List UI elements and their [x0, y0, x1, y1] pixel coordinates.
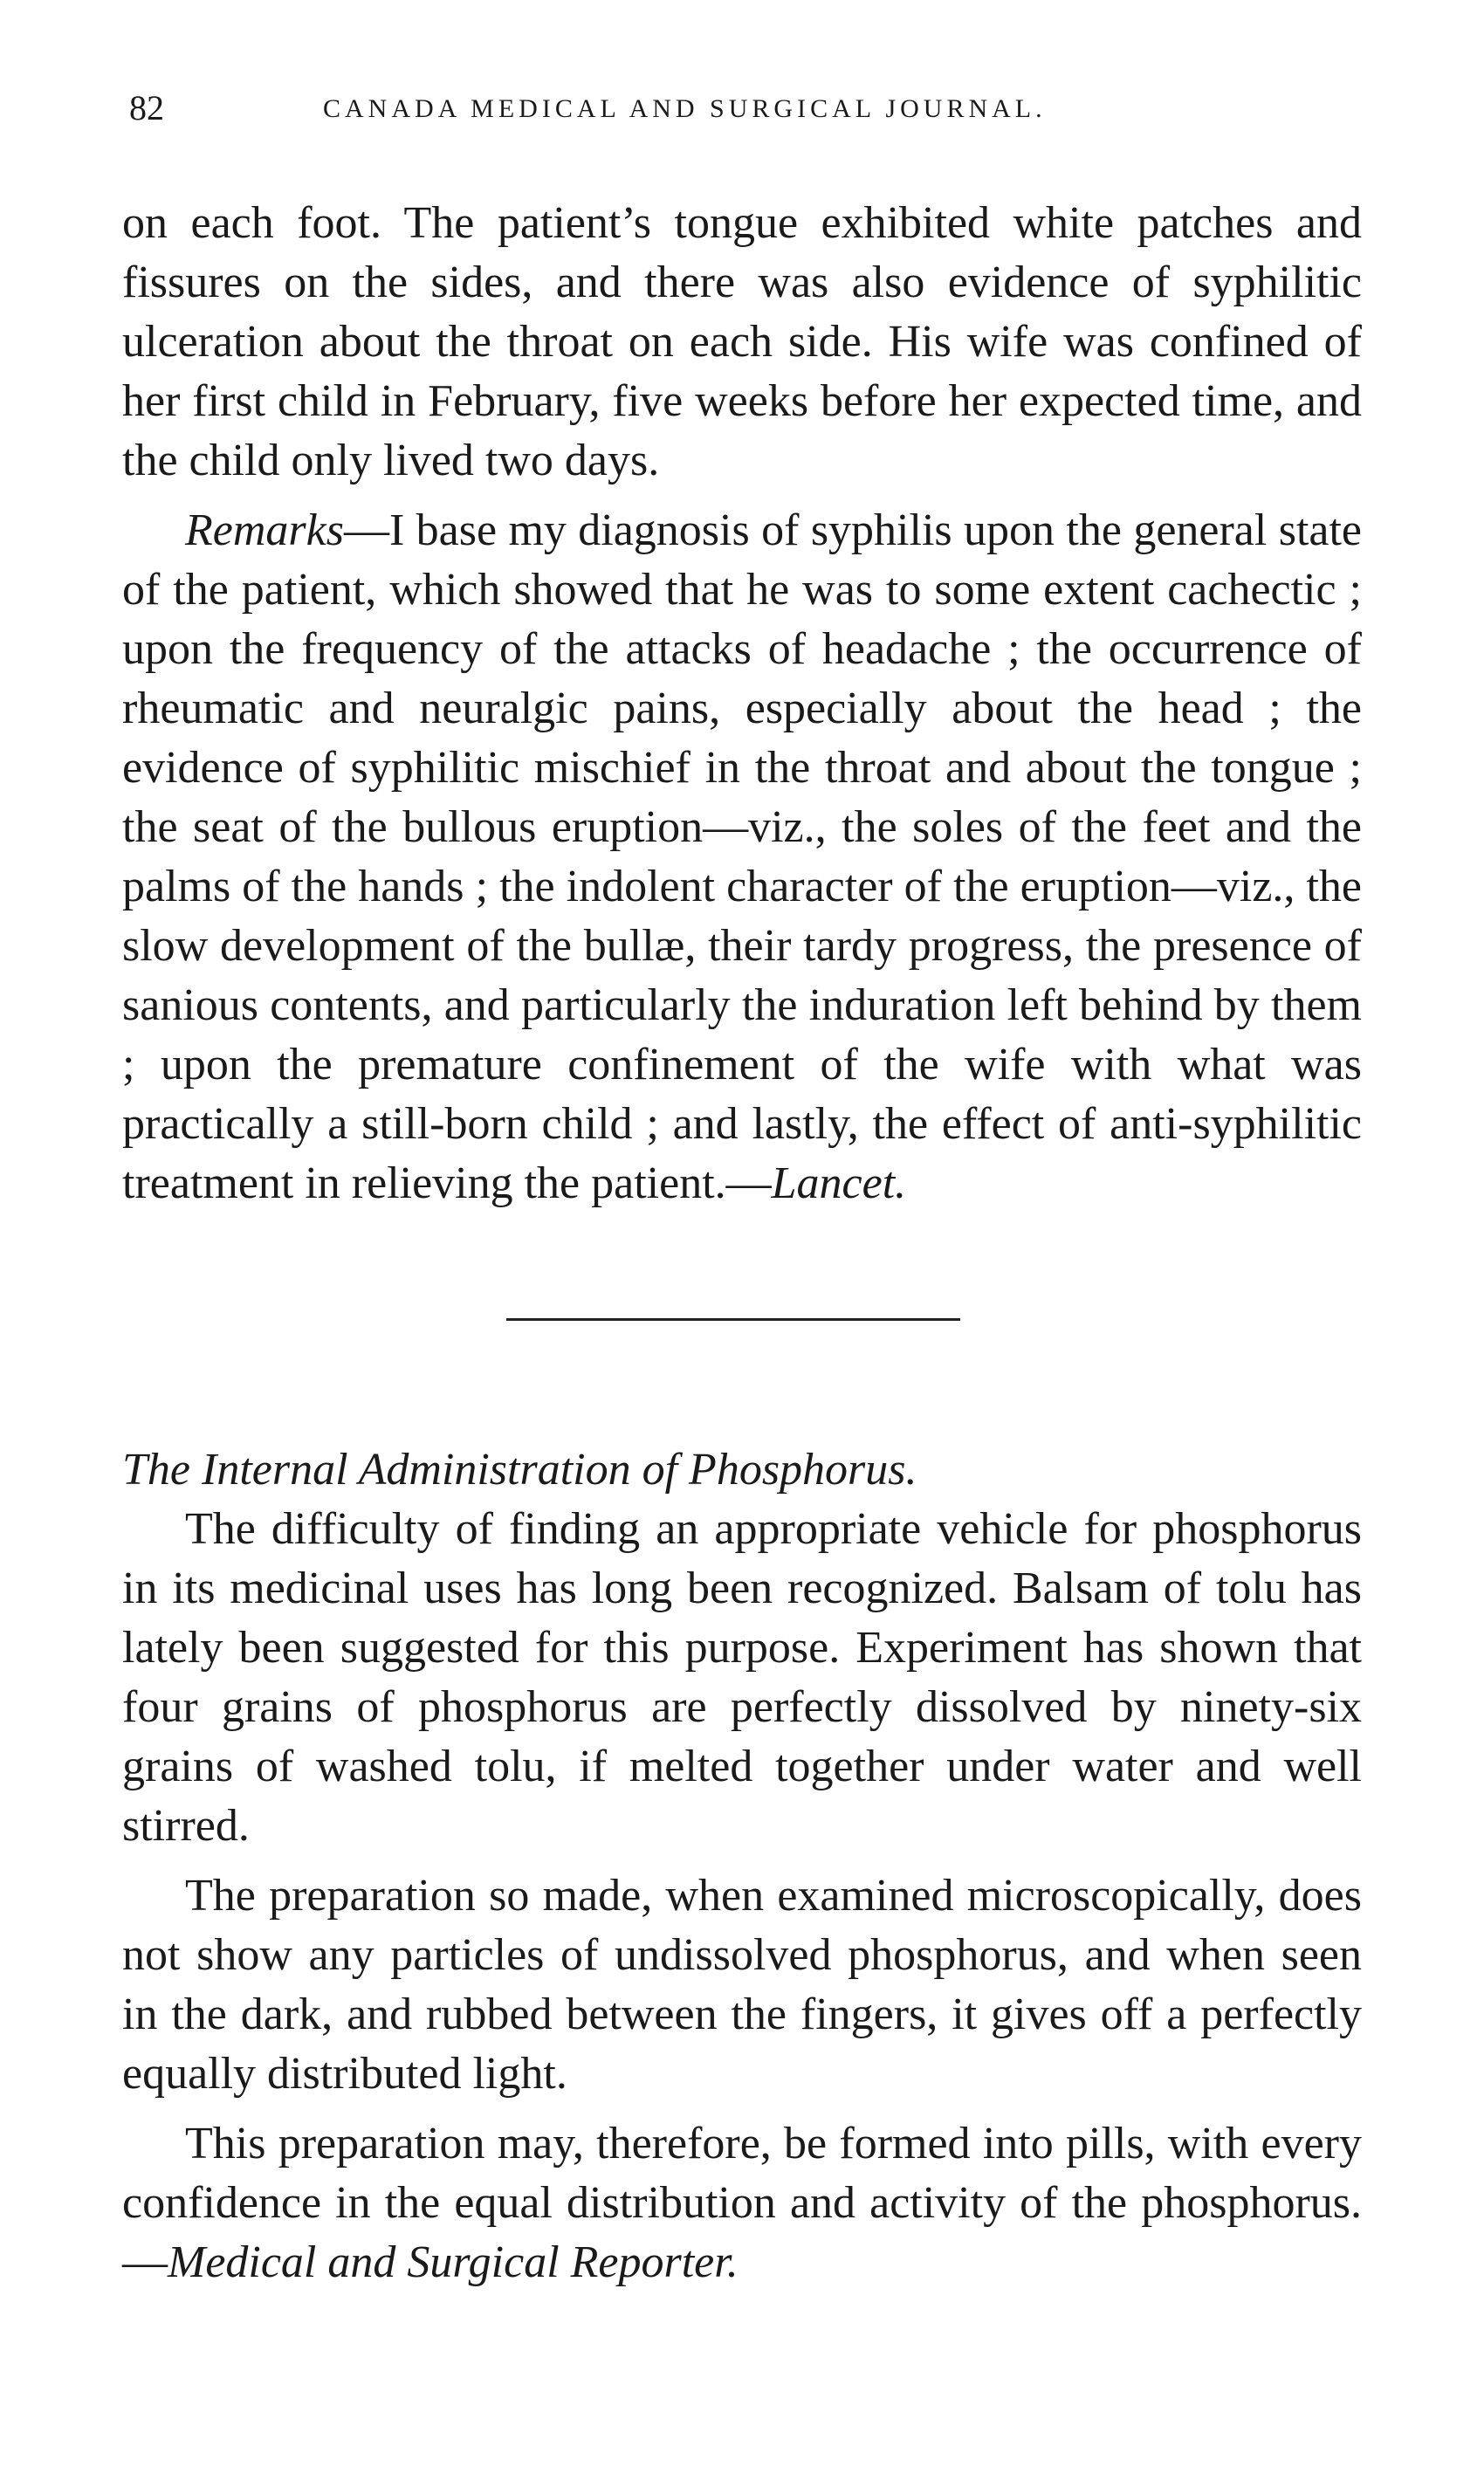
article-syphilis-case — [122, 194, 1362, 1213]
journal-title: CANADA MEDICAL AND SURGICAL JOURNAL. — [323, 94, 1047, 123]
remarks-paragraph — [122, 501, 1362, 1213]
phosphorus-paragraph-3-text: This preparation may, therefore, be formed into pills, with every confidence in the equal distribution and activity of the phosphorus.— — [122, 2119, 1362, 2287]
phosphorus-source: Medical and Surgical Reporter. — [168, 2237, 739, 2287]
article-phosphorus — [122, 1440, 1362, 2292]
remarks-source: Lancet. — [771, 1158, 907, 1208]
phosphorus-paragraph-1: The difficulty of finding an appropriate vehicle for phosphorus in its medicinal uses has long been recognized. Balsam of tolu has lately been suggested for this purpose. Experiment has shown that four grains of phosphorus are perfectly dissolved by ninety-six grains of washed tolu, if melted together under water and well stirred. — [122, 1504, 1362, 1851]
remarks-label: Remarks — [185, 505, 344, 555]
page-number: 82 — [129, 88, 164, 127]
phosphorus-paragraph-3 — [122, 2114, 1362, 2292]
running-head — [122, 87, 1362, 148]
separator-rule — [506, 1318, 960, 1321]
phosphorus-paragraph-2: The preparation so made, when examined microscopically, does not show any particles of undissolved phosphorus, and when seen in the dark, and rubbed between the fingers, it gives off a perfectly equally distributed light. — [122, 1871, 1362, 2099]
case-paragraph: on each foot. The patient’s tongue exhibited white patches and fissures on the sides, and there was also evidence of syphilitic ulceration about the throat on each side. His wife was confined of her first child in February, five weeks before her expected time, and the child only lived two days. — [122, 198, 1362, 485]
remarks-text: —I base my diagnosis of syphilis upon the general state of the patient, which showed that he was to some extent cachectic ; upon the frequency of the attacks of headache ; the occurrence of rheumatic and neuralgic pains, especially about the head ; the evidence of syphilitic mischief in the throat and about the tongue ; the seat of the bullous eruption—viz., the soles of the feet and the palms of the hands ; the indolent character of the eruption—viz., the slow development of the bullæ, their tardy progress, the presence of sanious contents, and particularly the induration left behind by them ; upon the premature confinement of the wife with what was practically a still-born child ; and lastly, the effect of anti-syphilitic treatment in relieving the patient.— — [122, 505, 1362, 1208]
section-heading: The Internal Administration of Phosphorus. — [122, 1445, 917, 1495]
journal-page — [122, 87, 1362, 2292]
section-separator — [122, 1213, 1362, 1440]
